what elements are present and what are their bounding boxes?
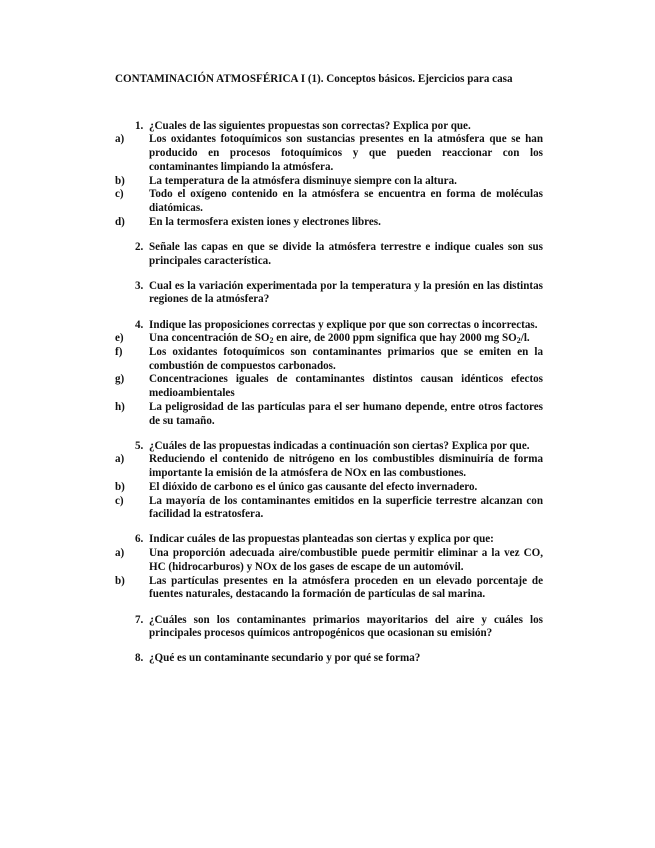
option-text: Una proporción adecuada aire/combustible puede permitir eliminar a la vez CO, HC (hidrocarburos) y NOx de los gases de escape de un automóvil.	[149, 547, 543, 573]
question-2	[115, 241, 543, 268]
question-1	[115, 120, 543, 134]
option-text: La peligrosidad de las partículas para el ser humano depende, entre otros factores de su tamaño.	[149, 400, 543, 427]
question-number: 3.	[135, 279, 144, 292]
question-number: 8.	[135, 652, 144, 665]
document-title: CONTAMINACIÓN ATMOSFÉRICA I (1). Conceptos básicos. Ejercicios para casa	[115, 73, 513, 85]
question-text: Indicar cuáles de las propuestas planteadas son ciertas y explica por que:	[149, 533, 494, 546]
question-text: ¿Cuales de las siguientes propuestas son correctas? Explica por que.	[149, 119, 471, 132]
subscript: 2	[516, 336, 521, 346]
question-number: 5.	[135, 439, 144, 452]
option-letter: b)	[115, 480, 125, 493]
option-text: En la termosfera existen iones y electrones libres.	[149, 215, 381, 228]
question-8	[115, 652, 543, 666]
option-text-part: Una concentración de SO	[149, 332, 270, 345]
option-letter: h)	[115, 400, 125, 413]
question-text: ¿Qué es un contaminante secundario y por qué se forma?	[149, 652, 421, 665]
option-letter: b)	[115, 174, 125, 187]
option-letter: a)	[115, 133, 125, 146]
subscript: 2	[269, 336, 274, 346]
option-item	[115, 453, 543, 480]
option-text	[149, 332, 543, 346]
option-text: La mayoría de los contaminantes emitidos en la superficie terrestre alcanzan con facilidad la estratosfera.	[149, 494, 543, 521]
option-item	[115, 175, 543, 189]
option-letter: b)	[115, 574, 125, 587]
option-text: La temperatura de la atmósfera disminuye siempre con la altura.	[149, 174, 457, 187]
question-number: 2.	[135, 240, 144, 253]
document-page	[115, 73, 543, 666]
option-text: Reduciendo el contenido de nitrógeno en los combustibles disminuiría de forma importante la emisión de la atmósfera de NOx en las combustiones.	[149, 453, 543, 480]
option-letter: e)	[115, 332, 124, 345]
question-4	[115, 319, 543, 333]
question-text: Cual es la variación experimentada por la temperatura y la presión en las distintas regiones de la atmósfera?	[149, 279, 543, 306]
question-number: 4.	[135, 318, 144, 331]
option-item	[115, 575, 543, 602]
option-item	[115, 481, 543, 495]
question-text: ¿Cuáles son los contaminantes primarios mayoritarios del aire y cuáles los principales procesos químicos antropogénicos que ocasionan su emisión?	[149, 613, 543, 640]
question-number: 6.	[135, 533, 144, 546]
option-letter: a)	[115, 453, 125, 466]
question-text: Señale las capas en que se divide la atmósfera terrestre e indique cuales son sus principales característica.	[149, 240, 543, 267]
option-text: Los oxidantes fotoquímicos son sustancias presentes en la atmósfera que se han producido en procesos fotoquímicos y que pueden reaccionar con los contaminantes limpiando la atmósfera.	[149, 133, 543, 173]
question-number: 1.	[135, 119, 144, 132]
option-item	[115, 216, 543, 230]
option-item	[115, 495, 543, 522]
option-letter: d)	[115, 215, 125, 228]
option-text: Los oxidantes fotoquímicos son contaminantes primarios que se emiten en la combustión de compuestos carbonados.	[149, 346, 543, 372]
question-6	[115, 533, 543, 547]
option-text: Todo el oxígeno contenido en la atmósfera se encuentra en forma de moléculas diatómicas.	[149, 188, 543, 214]
option-item	[115, 547, 543, 574]
option-item	[115, 373, 543, 400]
option-item	[115, 346, 543, 373]
question-5	[115, 440, 543, 454]
question-3	[115, 280, 543, 307]
question-7	[115, 614, 543, 641]
option-text-part: en aire, de 2000 ppm significa que hay 2000 mg SO	[273, 332, 517, 345]
option-letter: g)	[115, 373, 125, 386]
option-text: Concentraciones iguales de contaminantes distintos causan idénticos efectos medioambientales	[149, 373, 543, 400]
option-item	[115, 133, 543, 174]
option-text-part: /l.	[520, 332, 530, 345]
question-text: ¿Cuáles de las propuestas indicadas a continuación son ciertas? Explica por que.	[149, 439, 530, 452]
option-item	[115, 188, 543, 215]
question-text: Indique las proposiciones correctas y explique por que son correctas o incorrectas.	[149, 318, 538, 331]
option-letter: a)	[115, 547, 125, 560]
question-number: 7.	[135, 613, 144, 626]
option-text: Las partículas presentes en la atmósfera proceden en un elevado porcentaje de fuentes naturales, destacando la formación de partículas de sal marina.	[149, 574, 543, 601]
option-letter: f)	[115, 346, 123, 359]
option-text: El dióxido de carbono es el único gas causante del efecto invernadero.	[149, 480, 478, 493]
option-item	[115, 401, 543, 428]
option-letter: c)	[115, 494, 124, 507]
option-letter: c)	[115, 188, 124, 201]
option-item	[115, 332, 543, 346]
